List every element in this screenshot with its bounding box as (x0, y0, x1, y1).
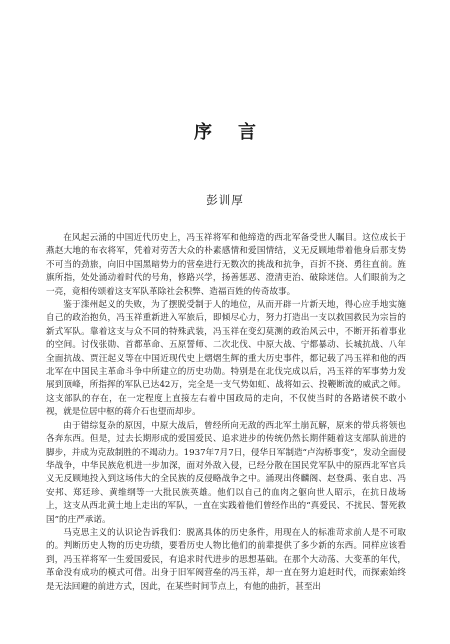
paragraph-2: 鉴于滦州起义的失败，为了摆脱受制于人的地位，从而开辟一片新天地，得心应手地实施自己的政治抱负，冯玉祥重新进入军旅后，即倾尽心力，努力打造出一支以救国救民为宗旨的新式军队。靠着这支与众不同的特殊武装，冯玉祥在变幻莫测的政治风云中，不断开拓着事业的空间。讨伐张勋、首都革命、五原誓师、二次北伐、中原大战、宁都暴动、长城抗战、八年全面抗战、贾汪起义等在中国近现代史上熠熠生辉的重大历史事件，都记载了冯玉祥和他的西北军在中国民主革命斗争中所建立的历史功勋。特别是在北伐完成以后，冯玉祥的军事势力发展到顶峰，所指挥的军队已达42万，完全是一支气势如虹、战将如云、投鞭断流的威武之师。这支部队的存在，在一定程度上直接左右着中国政局的走向，不仅使当时的各路诸侯不敢小视，就是位居中枢的蒋介石也望而却步。 (46, 300, 406, 418)
title-char-1: 序 (194, 122, 212, 143)
paragraph-1: 在风起云涌的中国近代历史上，冯玉祥将军和他缔造的西北军备受世人瞩目。这位成长于燕赵大地的布衣将军，凭着对劳苦大众的朴素感情和爱国情结，义无反顾地带着他身后那支势不可当的劲旅，向旧中国黑暗势力的营垒进行无数次的挑战和抗争，百折不挠、勇往直前。旌旗所指，处处涌动着时代的号角，修路兴学，扬善惩恶、澄清吏治、破除迷信。人们眼前为之一亮，竟相传颂着这支军队革除社会积弊、造福百姓的传奇故事。 (46, 233, 406, 297)
author-name: 彭训厚 (206, 193, 244, 207)
paragraph-3: 由于错综复杂的原因，中原大战后，曾经所向无敌的西北军土崩瓦解，原来的带兵将领也各奔东西。但是，过去长期形成的爱国爱民、追求进步的传统仍然长期伴随着这支部队前进的脚步，并成为克敌制胜的不竭动力。1937年7月7日，侵华日军制造“卢沟桥事变”，发动全面侵华战争，中华民族危机进一步加深，面对外敌入侵，已经分散在国民党军队中的原西北军官兵义无反顾地投入到这场伟大的全民族的反侵略战争之中。涌现出佟麟阁、赵登禹、张自忠、冯安邦、郑廷珍、黄维纲等一大批民族英雄。他们以自己的血肉之躯向世人昭示，在抗日战场上，这支从西北黄土地上走出的军队，一直在实践着他们曾经作出的“真爱民、不扰民、誓死救国”的庄严承诺。 (46, 420, 406, 525)
paragraph-4: 马克思主义的认识论告诉我们：脱离具体的历史条件，用现在人的标准苛求前人是不可取的。判断历史人物的历史功绩，要看历史人物比他们的前辈提供了多少新的东西。同样应该看到，冯玉祥将军一生爱国爱民，有追求时代进步的思想基础。在那个大动荡、大变革的年代，革命没有成功的模式可借。出身于旧军阀营垒的冯玉祥，却一直在努力追赶时代，而探索始终是无法回避的前进方式，因此，在某些时间节点上，有他的曲折，甚至出 (46, 527, 406, 592)
title-char-2: 言 (238, 122, 256, 143)
page-title (0, 118, 450, 144)
body-text (46, 232, 406, 594)
